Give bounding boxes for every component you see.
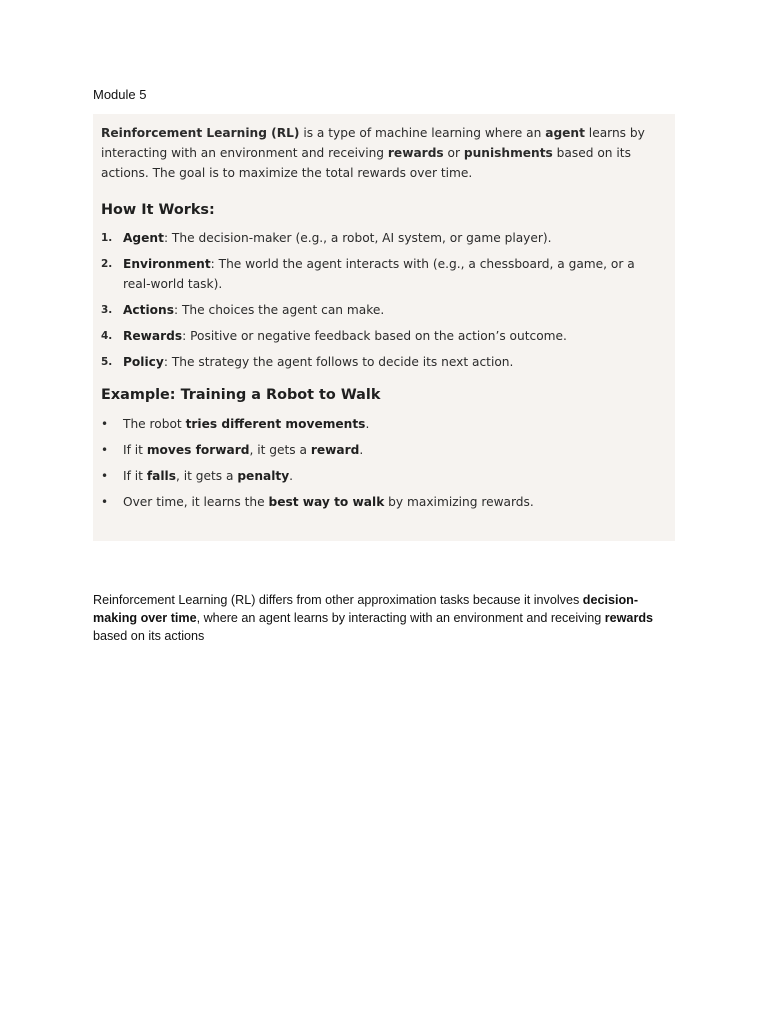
step-number: 5. <box>101 356 113 368</box>
text-run: Reinforcement Learning (RL) differs from other approximation tasks because it involves <box>93 592 583 607</box>
bullet-text <box>123 466 293 486</box>
module-title: Module 5 <box>93 87 147 102</box>
bullet-text <box>123 440 363 460</box>
text-run: The robot <box>123 417 186 431</box>
step-item <box>101 254 666 294</box>
step-text <box>123 326 567 346</box>
text-run: If it <box>123 469 147 483</box>
step-term: Rewards <box>123 329 183 343</box>
step-desc: : The strategy the agent follows to decide its next action. <box>163 355 514 369</box>
step-desc: : The decision-maker (e.g., a robot, AI system, or game player). <box>163 231 552 245</box>
text-run: . <box>289 469 294 483</box>
bold-text-run: tries different movements <box>185 417 366 431</box>
step-term: Environment <box>123 257 211 271</box>
step-number: 1. <box>101 232 113 244</box>
bullet-icon: • <box>101 443 109 457</box>
text-run: based on its actions. The goal is to maximize the total rewards over time. <box>101 146 631 180</box>
step-text <box>123 254 666 294</box>
text-run: learns by interacting with an environment and receiving <box>101 126 645 160</box>
bullet-item <box>101 414 666 434</box>
bold-text-run: punishments <box>463 146 553 160</box>
bold-text-run: agent <box>545 126 585 140</box>
step-desc: : The choices the agent can make. <box>173 303 385 317</box>
bullet-icon: • <box>101 469 109 483</box>
step-desc: : The world the agent interacts with (e.g., a chessboard, a game, or a real-world task). <box>123 257 635 291</box>
step-item <box>101 228 666 248</box>
summary-paragraph <box>93 591 673 645</box>
bullet-text <box>123 492 534 512</box>
text-run: Over time, it learns the <box>123 495 269 509</box>
bold-text-run: decision-making over time <box>93 592 639 625</box>
steps-list <box>101 228 666 372</box>
bullet-item <box>101 466 666 486</box>
bullet-item <box>101 440 666 460</box>
step-item <box>101 352 666 372</box>
text-run: is a type of machine learning where an <box>299 126 546 140</box>
text-run: . <box>359 443 364 457</box>
text-run: , it gets a <box>249 443 311 457</box>
how-it-works-heading: How It Works: <box>101 202 215 218</box>
bold-text-run: rewards <box>387 146 444 160</box>
step-text <box>123 228 552 248</box>
step-text <box>123 352 513 372</box>
step-number: 2. <box>101 258 113 270</box>
text-run: , where an agent learns by interacting with an environment and receiving <box>196 610 605 625</box>
embedded-image <box>93 114 675 541</box>
text-run: If it <box>123 443 147 457</box>
intro-paragraph <box>101 123 666 183</box>
step-number: 3. <box>101 304 113 316</box>
bold-text-run: rewards <box>604 610 654 625</box>
bullet-item <box>101 492 666 512</box>
bold-text-run: Reinforcement Learning (RL) <box>101 126 300 140</box>
step-term: Policy <box>123 355 164 369</box>
text-run: or <box>443 146 464 160</box>
step-term: Agent <box>123 231 164 245</box>
text-run: by maximizing rewards. <box>384 495 534 509</box>
step-number: 4. <box>101 330 113 342</box>
bold-text-run: penalty <box>237 469 290 483</box>
step-desc: : Positive or negative feedback based on the action’s outcome. <box>182 329 567 343</box>
bold-text-run: reward <box>310 443 360 457</box>
bullet-icon: • <box>101 495 109 509</box>
step-item <box>101 300 666 320</box>
bullet-text <box>123 414 369 434</box>
bold-text-run: falls <box>146 469 176 483</box>
bullet-icon: • <box>101 417 109 431</box>
bold-text-run: moves forward <box>146 443 250 457</box>
text-run: based on its actions <box>93 628 205 643</box>
step-item <box>101 326 666 346</box>
step-term: Actions <box>123 303 174 317</box>
text-run: . <box>365 417 370 431</box>
example-bullets <box>101 414 666 512</box>
step-text <box>123 300 384 320</box>
text-run: , it gets a <box>175 469 238 483</box>
example-heading: Example: Training a Robot to Walk <box>101 387 381 403</box>
bold-text-run: best way to walk <box>268 495 385 509</box>
